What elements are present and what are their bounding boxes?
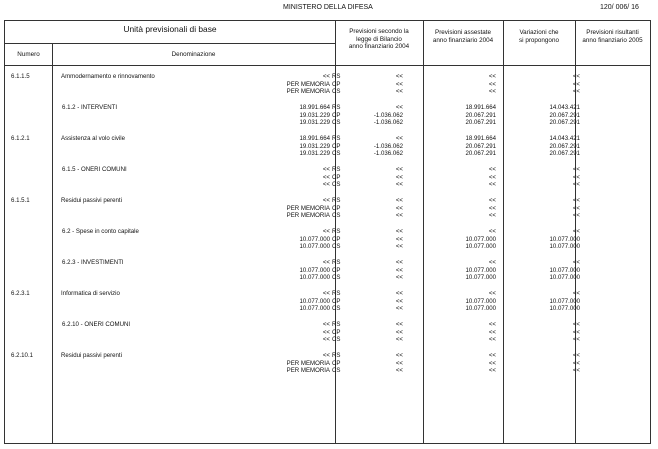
amount-cell: <<	[395, 73, 403, 80]
amount-cell: 20.067.291	[465, 111, 496, 119]
amount-cell: <<	[572, 321, 580, 328]
row-code: CS	[332, 336, 341, 344]
amount-cell: 10.077.000	[465, 305, 496, 313]
header-col2: Previsioni assestate anno finanziario 2004	[432, 29, 494, 44]
amount-cell: PER MEMORIA	[286, 80, 330, 88]
row-code: CS	[332, 243, 341, 251]
amount-cell: 10.077.000	[465, 266, 496, 274]
row-code: RS	[332, 259, 341, 266]
row-code: RS	[332, 321, 341, 328]
amount-cell: 10.077.000	[465, 274, 496, 282]
amount-cell: 20.067.291	[465, 119, 496, 127]
amount-cell: 10.077.000	[549, 305, 580, 313]
amount-cell: 10.077.000	[465, 235, 496, 243]
amount-cell: <<	[395, 173, 403, 181]
amount-cell: <<	[395, 352, 403, 359]
row-code: CP	[332, 173, 341, 181]
amount-cell: <<	[395, 235, 403, 243]
amount-cell: 14.043.421	[549, 104, 580, 111]
amount-cell: <<	[488, 88, 496, 96]
amount-cell: <<	[322, 173, 330, 181]
page-reference: 120/ 006/ 16	[600, 4, 639, 11]
amount-cell: 10.077.000	[549, 274, 580, 282]
row-code: CS	[332, 367, 341, 375]
amount-cell: <<	[488, 228, 496, 235]
amount-cell: 18.991.664	[465, 104, 496, 111]
amount-cell: <<	[395, 228, 403, 235]
row-code: CS	[332, 88, 341, 96]
row-code: CP	[332, 142, 341, 150]
amount-cell: <<	[488, 173, 496, 181]
row-code: RS	[332, 290, 341, 297]
row-denominazione: Assistenza al volo civile	[61, 135, 126, 142]
amount-cell: 10.077.000	[549, 235, 580, 243]
amount-cell: 20.067.291	[465, 150, 496, 158]
amount-cell: <<	[572, 228, 580, 235]
row-code: CS	[332, 212, 341, 220]
amount-cell: <<	[395, 297, 403, 305]
amount-cell: 20.067.291	[465, 142, 496, 150]
amount-cell: <<	[488, 166, 496, 173]
row-code: CS	[332, 119, 341, 127]
header-col1: Previsioni secondo la legge di Bilancio anno finanziario 2004	[348, 28, 410, 51]
row-code: RS	[332, 197, 341, 204]
amount-cell: 19.031.229	[299, 150, 330, 158]
amount-cell: 10.077.000	[299, 243, 330, 251]
row-code: CP	[332, 111, 341, 119]
amount-cell: <<	[572, 359, 580, 367]
amount-cell: 10.077.000	[299, 274, 330, 282]
amount-cell: 10.077.000	[299, 235, 330, 243]
amount-cell: <<	[572, 352, 580, 359]
amount-cell: <<	[572, 336, 580, 344]
header-col4: Previsioni risultanti anno finanziario 2005	[582, 29, 643, 44]
amount-cell: <<	[395, 197, 403, 204]
amount-cell: 10.077.000	[299, 266, 330, 274]
amount-cell: <<	[572, 259, 580, 266]
budget-table	[4, 20, 651, 444]
amount-cell: <<	[395, 336, 403, 344]
amount-cell: 10.077.000	[549, 266, 580, 274]
amount-cell: <<	[488, 204, 496, 212]
amount-cell: 19.031.229	[299, 119, 330, 127]
amount-cell: <<	[322, 197, 330, 204]
row-code: CP	[332, 328, 341, 336]
amount-cell: <<	[572, 367, 580, 375]
amount-cell: <<	[572, 80, 580, 88]
amount-cell: 20.067.291	[549, 111, 580, 119]
amount-cell: <<	[488, 197, 496, 204]
subsection-title: 6.2.10 - ONERI COMUNI	[62, 321, 131, 328]
header-numero: Numero	[17, 51, 40, 58]
row-code: RS	[332, 352, 341, 359]
amount-cell: 10.077.000	[299, 305, 330, 313]
amount-cell: 10.077.000	[299, 297, 330, 305]
amount-cell: <<	[322, 259, 330, 266]
amount-cell: <<	[395, 367, 403, 375]
subsection-title: 6.2 - Spese in conto capitale	[62, 228, 139, 235]
amount-cell: 10.077.000	[465, 297, 496, 305]
amount-cell: <<	[572, 73, 580, 80]
amount-cell: <<	[488, 367, 496, 375]
row-code: CS	[332, 181, 341, 189]
amount-cell: <<	[395, 290, 403, 297]
amount-cell: <<	[572, 166, 580, 173]
subsection-title: 6.2.3 - INVESTIMENTI	[62, 259, 124, 266]
row-numero: 6.1.2.1	[11, 135, 30, 142]
amount-cell: <<	[488, 328, 496, 336]
row-denominazione: Residui passivi perenti	[61, 197, 122, 204]
amount-cell: 10.077.000	[465, 243, 496, 251]
group-header: Unità previsionali di base	[123, 24, 217, 34]
row-numero: 6.2.3.1	[11, 290, 30, 297]
amount-cell: 14.043.421	[549, 135, 580, 142]
amount-cell: <<	[572, 88, 580, 96]
amount-cell: <<	[395, 181, 403, 189]
amount-cell: PER MEMORIA	[286, 212, 330, 220]
amount-cell: <<	[572, 173, 580, 181]
amount-cell: <<	[322, 336, 330, 344]
amount-cell: <<	[322, 228, 330, 235]
row-code: CP	[332, 297, 341, 305]
amount-cell: 20.067.291	[549, 119, 580, 127]
row-code: CS	[332, 274, 341, 282]
subsection-title: 6.1.2 - INTERVENTI	[62, 104, 118, 111]
row-code: RS	[332, 228, 341, 235]
amount-cell: -1.036.062	[373, 150, 403, 158]
amount-cell: <<	[395, 321, 403, 328]
row-code: RS	[332, 73, 341, 80]
amount-cell: <<	[322, 73, 330, 80]
header-denominazione: Denominazione	[171, 51, 216, 58]
amount-cell: <<	[572, 290, 580, 297]
subsection-title: 6.1.5 - ONERI COMUNI	[62, 166, 127, 173]
amount-cell: <<	[395, 135, 403, 142]
amount-cell: 18.991.664	[299, 104, 330, 111]
amount-cell: <<	[322, 166, 330, 173]
row-numero: 6.1.1.5	[11, 73, 30, 80]
amount-cell: <<	[488, 290, 496, 297]
amount-cell: <<	[395, 88, 403, 96]
amount-cell: <<	[395, 305, 403, 313]
amount-cell: <<	[572, 212, 580, 220]
amount-cell: <<	[395, 243, 403, 251]
row-code: CP	[332, 359, 341, 367]
row-code: RS	[332, 135, 341, 142]
row-code: CS	[332, 150, 341, 158]
amount-cell: <<	[322, 321, 330, 328]
amount-cell: <<	[395, 166, 403, 173]
header-col3: Variazioni che si propongono	[519, 29, 559, 44]
amount-cell: <<	[395, 359, 403, 367]
amount-cell: PER MEMORIA	[286, 204, 330, 212]
amount-cell: <<	[395, 204, 403, 212]
row-code: RS	[332, 166, 341, 173]
amount-cell: <<	[572, 197, 580, 204]
row-numero: 6.2.10.1	[11, 352, 34, 359]
amount-cell: <<	[488, 259, 496, 266]
amount-cell: PER MEMORIA	[286, 367, 330, 375]
amount-cell: -1.036.062	[373, 111, 403, 119]
amount-cell: 18.991.664	[299, 135, 330, 142]
amount-cell: <<	[322, 290, 330, 297]
amount-cell: <<	[395, 266, 403, 274]
amount-cell: PER MEMORIA	[286, 88, 330, 96]
amount-cell: <<	[488, 336, 496, 344]
amount-cell: <<	[488, 181, 496, 189]
amount-cell: <<	[322, 328, 330, 336]
amount-cell: 10.077.000	[549, 243, 580, 251]
amount-cell: <<	[572, 181, 580, 189]
amount-cell: <<	[395, 104, 403, 111]
amount-cell: <<	[572, 204, 580, 212]
row-code: CP	[332, 235, 341, 243]
amount-cell: <<	[572, 328, 580, 336]
amount-cell: <<	[322, 181, 330, 189]
row-denominazione: Residui passivi perenti	[61, 352, 122, 359]
amount-cell: -1.036.062	[373, 119, 403, 127]
row-code: CS	[332, 305, 341, 313]
row-code: CP	[332, 266, 341, 274]
amount-cell: 18.991.664	[465, 135, 496, 142]
amount-cell: <<	[488, 359, 496, 367]
amount-cell: <<	[488, 352, 496, 359]
amount-cell: <<	[488, 321, 496, 328]
amount-cell: <<	[322, 352, 330, 359]
amount-cell: 20.067.291	[549, 150, 580, 158]
row-numero: 6.1.5.1	[11, 197, 30, 204]
amount-cell: <<	[395, 274, 403, 282]
amount-cell: <<	[395, 259, 403, 266]
amount-cell: <<	[395, 212, 403, 220]
row-denominazione: Informatica di servizio	[61, 290, 120, 297]
amount-cell: -1.036.062	[373, 142, 403, 150]
ministry-title: MINISTERO DELLA DIFESA	[283, 4, 373, 11]
row-code: CP	[332, 80, 341, 88]
amount-cell: <<	[488, 73, 496, 80]
row-denominazione: Ammodernamento e rinnovamento	[61, 73, 155, 80]
amount-cell: 20.067.291	[549, 142, 580, 150]
amount-cell: 19.031.229	[299, 142, 330, 150]
amount-cell: 19.031.229	[299, 111, 330, 119]
amount-cell: <<	[395, 80, 403, 88]
amount-cell: <<	[488, 80, 496, 88]
row-code: RS	[332, 104, 341, 111]
amount-cell: PER MEMORIA	[286, 359, 330, 367]
amount-cell: <<	[488, 212, 496, 220]
amount-cell: 10.077.000	[549, 297, 580, 305]
amount-cell: <<	[395, 328, 403, 336]
row-code: CP	[332, 204, 341, 212]
